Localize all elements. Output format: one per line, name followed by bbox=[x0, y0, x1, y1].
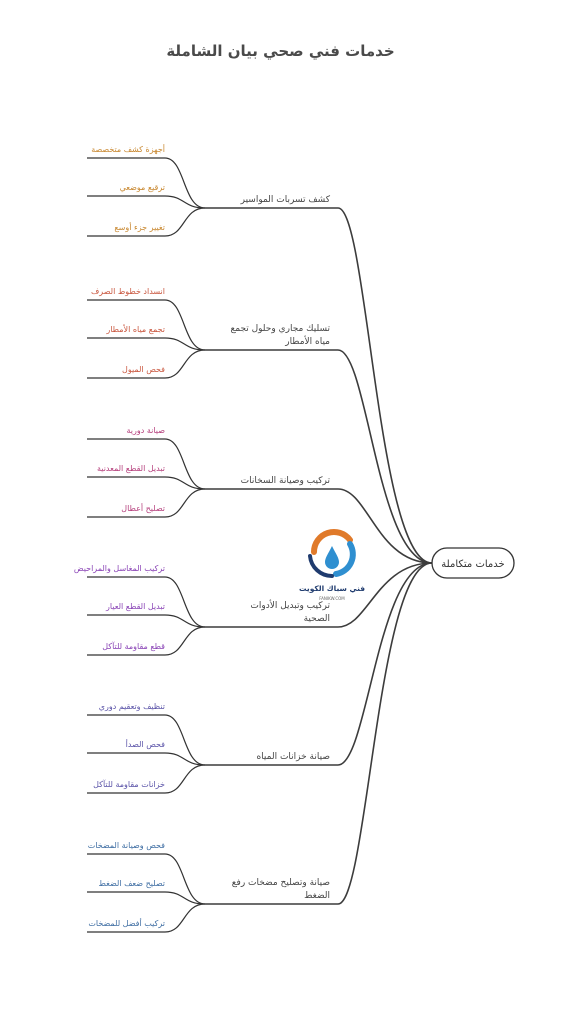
item-connector bbox=[87, 477, 205, 489]
item-label: تصليح ضعف الضغط bbox=[98, 879, 165, 888]
branch-label: مياه الأمطار bbox=[285, 337, 330, 347]
logo-brand-name: فني سباك الكويت bbox=[298, 584, 366, 593]
branch-label: صيانة وتصليح مضخات رفع bbox=[231, 878, 330, 888]
item-label: تغيير جزء أوسع bbox=[114, 223, 165, 232]
root-node bbox=[432, 548, 514, 578]
item-connector bbox=[87, 753, 205, 765]
item-label: خزانات مقاومة للتآكل bbox=[93, 780, 165, 789]
branch-label: الصحية bbox=[303, 614, 330, 624]
branch-node bbox=[256, 752, 330, 762]
branch-label: صيانة خزانات المياه bbox=[256, 752, 330, 762]
branch-node bbox=[241, 476, 331, 486]
item-connector bbox=[87, 338, 205, 350]
branch-label: كشف تسربات المواسير bbox=[240, 195, 330, 205]
item-label: تجمع مياه الأمطار bbox=[106, 325, 165, 334]
connector-lines bbox=[87, 158, 432, 932]
logo-website: FANIKW.COM bbox=[319, 596, 345, 601]
branch-node bbox=[240, 195, 331, 205]
branch-connector bbox=[338, 208, 432, 563]
item-label: أجهزة كشف متخصصة bbox=[91, 145, 165, 154]
branch-label: تركيب وتبديل الأدوات bbox=[250, 601, 330, 611]
item-label: قطع مقاومة للتآكل bbox=[102, 642, 165, 651]
item-label: فحص الصدأ bbox=[125, 740, 165, 749]
water-drop-logo-icon bbox=[292, 524, 372, 584]
branch-connector bbox=[338, 563, 432, 904]
item-connector bbox=[87, 892, 205, 904]
item-label: تبديل القطع المعدنية bbox=[96, 464, 165, 473]
item-label: تصليح أعطال bbox=[121, 504, 165, 513]
item-label: تركيب أفضل للمضخات bbox=[88, 919, 165, 928]
branch-label: تسليك مجاري وحلول تجمع bbox=[230, 324, 330, 334]
branch-node bbox=[230, 324, 330, 347]
item-label: صيانة دورية bbox=[126, 426, 165, 435]
company-logo bbox=[292, 524, 372, 610]
item-connector bbox=[87, 615, 205, 627]
item-label: تنظيف وتعقيم دوري bbox=[98, 702, 165, 711]
item-label: فحص الميول bbox=[122, 365, 165, 374]
page-title: خدمات فني صحي بيان الشاملة bbox=[166, 42, 395, 60]
branch-node bbox=[232, 878, 330, 901]
item-label: تبديل القطع العيار bbox=[106, 602, 165, 611]
item-label: انسداد خطوط الصرف bbox=[91, 287, 165, 296]
item-label: فحص وصيانة المضخات bbox=[87, 841, 165, 850]
root-label: خدمات متكاملة bbox=[441, 559, 505, 570]
item-label: ترقيع موضعي bbox=[119, 183, 165, 192]
branch-label: الضغط bbox=[304, 891, 330, 901]
item-label: تركيب المغاسل والمراحيض bbox=[73, 564, 165, 573]
item-connector bbox=[87, 196, 205, 208]
branch-label: تركيب وصيانة السخانات bbox=[240, 476, 330, 486]
